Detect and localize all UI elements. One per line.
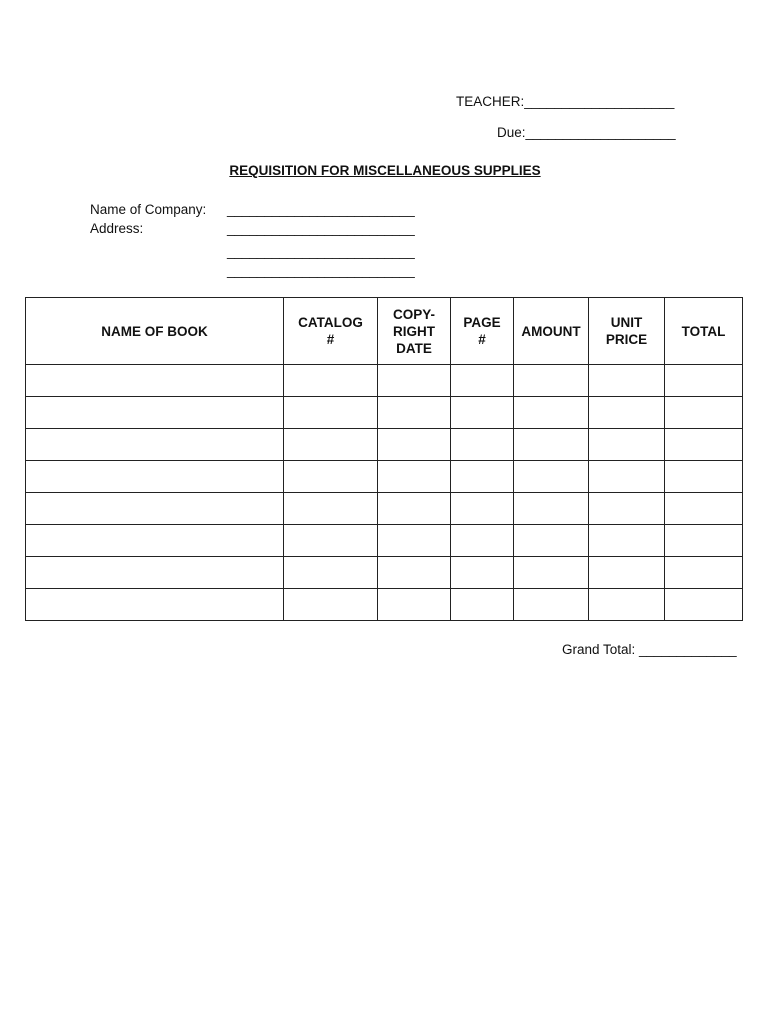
company-name-field[interactable]: _________________________	[227, 202, 415, 217]
column-header-total: TOTAL	[665, 298, 743, 365]
table-row	[26, 397, 743, 429]
cell-amount[interactable]	[514, 429, 589, 461]
cell-total[interactable]	[665, 397, 743, 429]
cell-catalog-number[interactable]	[284, 461, 378, 493]
cell-copyright-date[interactable]	[378, 525, 451, 557]
cell-unit-price[interactable]	[589, 557, 665, 589]
cell-amount[interactable]	[514, 397, 589, 429]
address-field-line-2[interactable]: _________________________	[227, 244, 415, 259]
table-row	[26, 557, 743, 589]
cell-copyright-date[interactable]	[378, 429, 451, 461]
cell-unit-price[interactable]	[589, 525, 665, 557]
cell-amount[interactable]	[514, 493, 589, 525]
cell-copyright-date[interactable]	[378, 493, 451, 525]
address-label: Address:	[90, 221, 144, 236]
table-row	[26, 493, 743, 525]
cell-unit-price[interactable]	[589, 589, 665, 621]
cell-catalog-number[interactable]	[284, 397, 378, 429]
table-row	[26, 429, 743, 461]
address-field-line-3[interactable]: _________________________	[227, 263, 415, 278]
cell-amount[interactable]	[514, 365, 589, 397]
cell-catalog-number[interactable]	[284, 525, 378, 557]
cell-total[interactable]	[665, 589, 743, 621]
cell-page-number[interactable]	[451, 397, 514, 429]
cell-catalog-number[interactable]	[284, 589, 378, 621]
cell-page-number[interactable]	[451, 525, 514, 557]
cell-page-number[interactable]	[451, 589, 514, 621]
cell-name-of-book[interactable]	[26, 557, 284, 589]
column-header-catalog-number: CATALOG #	[284, 298, 378, 365]
address-field-line-1[interactable]: _________________________	[227, 221, 415, 236]
cell-total[interactable]	[665, 365, 743, 397]
cell-catalog-number[interactable]	[284, 493, 378, 525]
cell-amount[interactable]	[514, 557, 589, 589]
table-row	[26, 525, 743, 557]
table-row	[26, 365, 743, 397]
cell-name-of-book[interactable]	[26, 461, 284, 493]
column-header-name-of-book: NAME OF BOOK	[26, 298, 284, 365]
due-date-field[interactable]: Due:____________________	[497, 125, 676, 140]
cell-name-of-book[interactable]	[26, 429, 284, 461]
cell-unit-price[interactable]	[589, 429, 665, 461]
cell-catalog-number[interactable]	[284, 365, 378, 397]
cell-page-number[interactable]	[451, 461, 514, 493]
cell-amount[interactable]	[514, 589, 589, 621]
cell-copyright-date[interactable]	[378, 365, 451, 397]
cell-page-number[interactable]	[451, 493, 514, 525]
cell-name-of-book[interactable]	[26, 525, 284, 557]
cell-unit-price[interactable]	[589, 365, 665, 397]
cell-amount[interactable]	[514, 461, 589, 493]
cell-name-of-book[interactable]	[26, 589, 284, 621]
cell-copyright-date[interactable]	[378, 461, 451, 493]
table-row	[26, 461, 743, 493]
cell-total[interactable]	[665, 557, 743, 589]
cell-unit-price[interactable]	[589, 493, 665, 525]
cell-catalog-number[interactable]	[284, 557, 378, 589]
cell-page-number[interactable]	[451, 429, 514, 461]
cell-total[interactable]	[665, 493, 743, 525]
table-row	[26, 589, 743, 621]
cell-catalog-number[interactable]	[284, 429, 378, 461]
column-header-page-number: PAGE #	[451, 298, 514, 365]
cell-name-of-book[interactable]	[26, 397, 284, 429]
company-name-label: Name of Company:	[90, 202, 207, 217]
cell-total[interactable]	[665, 525, 743, 557]
cell-name-of-book[interactable]	[26, 493, 284, 525]
teacher-field[interactable]: TEACHER:____________________	[456, 94, 675, 109]
cell-total[interactable]	[665, 461, 743, 493]
cell-amount[interactable]	[514, 525, 589, 557]
column-header-copyright-date: COPY- RIGHT DATE	[378, 298, 451, 365]
cell-copyright-date[interactable]	[378, 397, 451, 429]
form-title: REQUISITION FOR MISCELLANEOUS SUPPLIES	[229, 163, 541, 178]
column-header-amount: AMOUNT	[514, 298, 589, 365]
cell-unit-price[interactable]	[589, 461, 665, 493]
column-header-unit-price: UNIT PRICE	[589, 298, 665, 365]
cell-unit-price[interactable]	[589, 397, 665, 429]
cell-total[interactable]	[665, 429, 743, 461]
table-body	[26, 365, 743, 621]
cell-copyright-date[interactable]	[378, 589, 451, 621]
cell-page-number[interactable]	[451, 365, 514, 397]
cell-copyright-date[interactable]	[378, 557, 451, 589]
table-header-row	[26, 298, 743, 365]
cell-name-of-book[interactable]	[26, 365, 284, 397]
book-requisition-table	[25, 297, 743, 621]
grand-total-field[interactable]: Grand Total: _____________	[562, 642, 737, 657]
cell-page-number[interactable]	[451, 557, 514, 589]
